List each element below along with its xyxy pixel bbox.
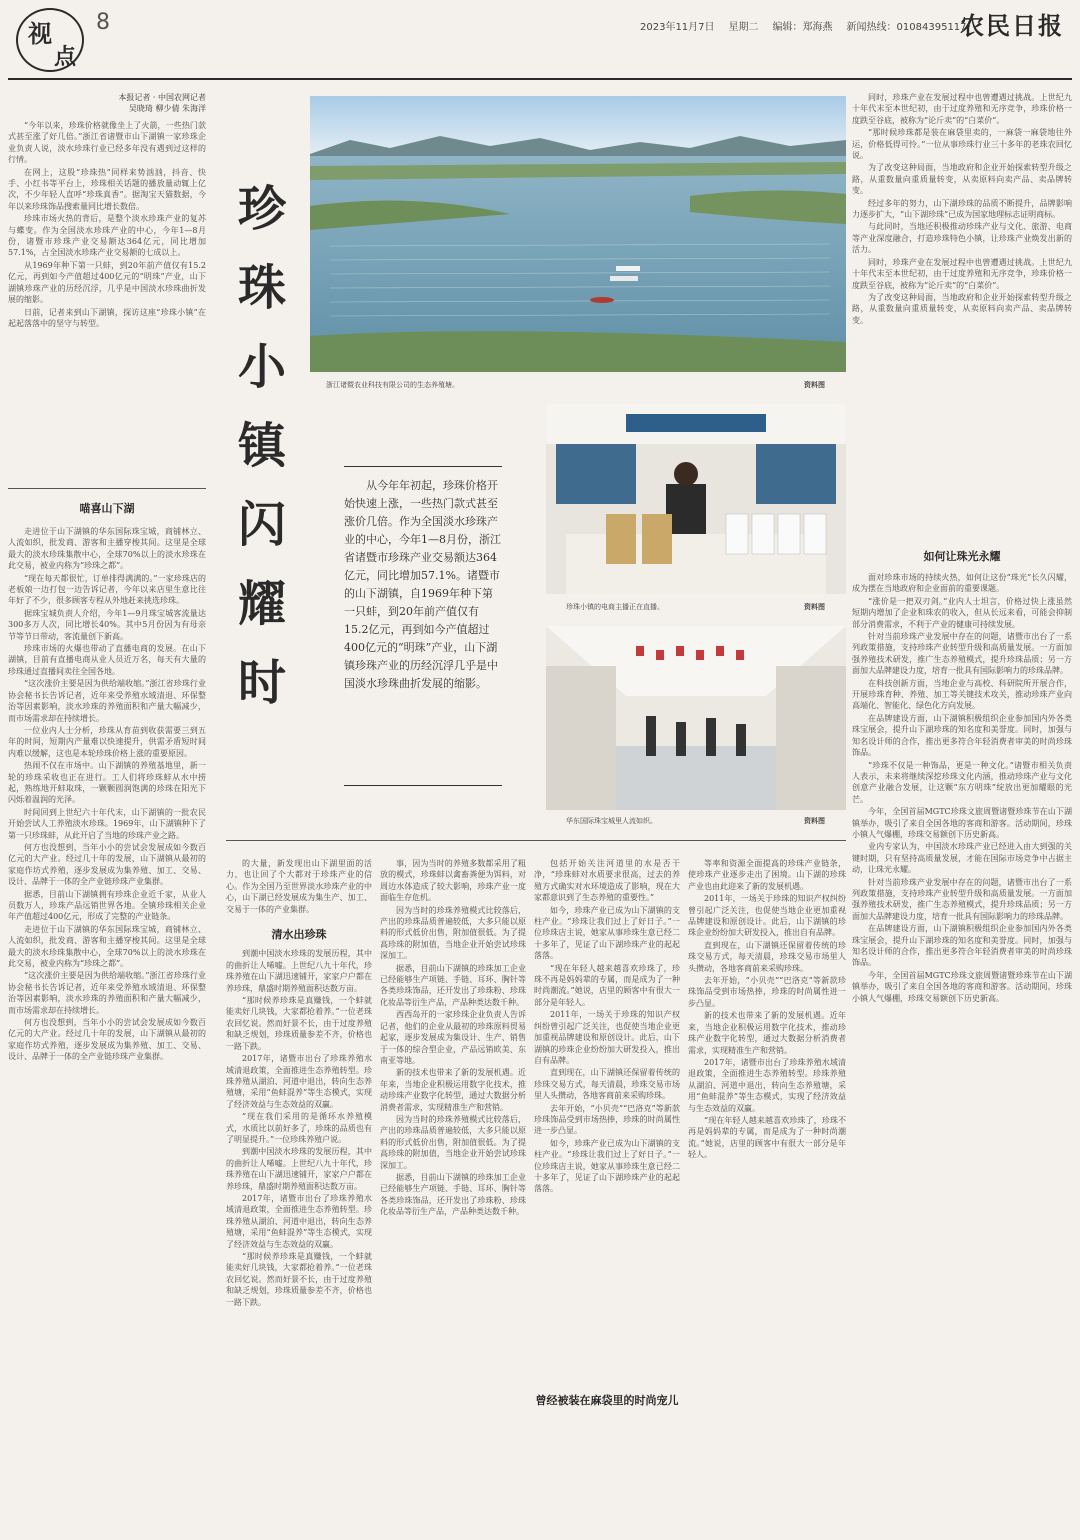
title-char: 小	[237, 339, 286, 395]
hotline: 新闻热线：01084395117	[846, 22, 967, 33]
title-char: 镇	[237, 418, 286, 474]
page-header	[0, 0, 1080, 88]
paragraph: 走进位于山下湖镇的华东国际珠宝城，商铺林立、人流如织，批发商、游客和主播穿梭其间。这里是全球最大的淡水珍珠集散中心，全球70%以上的淡水珍珠在此交易，被业内称为“珍珠之都”。	[8, 527, 206, 571]
lead-text: 从今年年初起，珍珠价格开始快速上涨，一些热门款式甚至涨价几倍。作为全国淡水珍珠产业的中心，今年1—8月份，浙江省诸暨市珍珠产业交易额达364亿元，同比增加57.1%。诸暨市的山下湖镇，自1969年种下第一只蚌，到20年前产值仅有15.2亿元，再到如今产值超过400亿元的“明珠”产业，山下湖镇珍珠产业的历经沉浮几乎是中国淡水珍珠曲折发展的缩影。	[344, 479, 501, 690]
paragraph: 到潮中国淡水珍珠的发展历程，其中的曲折让人唏嘘。上世纪八九十年代，珍珠养殖在山下湖迅速铺开，家家户户都在养珍珠，鼎盛时期养殖面积达数万亩。	[226, 1147, 372, 1191]
paragraph: 针对当前珍珠产业发展中存在的问题，诸暨市出台了一系列政策措施，支持珍珠产业转型升级和高质量发展。一方面加强养殖技术研发，推广生态养殖模式，提升珍珠品质；另一方面加大品牌建设力度，培育一批具有国际影响力的珍珠品牌。	[852, 632, 1072, 676]
paragraph: 时间回到上世纪六十年代末，山下湖镇的一批农民开始尝试人工养殖淡水珍珠。1969年，山下湖镇种下了第一只珍珠蚌，从此开启了当地的珍珠产业之路。	[8, 807, 206, 840]
masthead: 农民日报	[960, 11, 1064, 40]
paragraph: 何方也没想到，当年小小的尝试会发展成如今数百亿元的大产业。经过几十年的发展，山下湖镇从最初的家庭作坊式养殖，逐步发展成为集养殖、加工、交易、设计、品牌于一体的全产业链珍珠产业集群。	[8, 1018, 206, 1062]
paragraph: 去年开始，“小贝壳”“巴洛克”等新款珍珠饰品受到市场热捧，珍珠的时尚属性进一步凸显。	[534, 1103, 680, 1136]
section-char-2: 点	[54, 44, 77, 70]
paragraph: 因为当时的珍珠养殖模式比较落后，产出的珍珠品质普遍较低，大多只能以原料的形式低价出售，附加值很低。为了提高珍珠的附加值，当地企业开始尝试珍珠深加工。	[380, 905, 526, 961]
paragraph: 据珠宝城负责人介绍，今年1—9月珠宝城客流量达300多万人次，同比增长40%。其中5月份因为有母亲节等节日带动，客流量创下新高。	[8, 608, 206, 641]
credit-2: 资料图	[804, 602, 825, 611]
paragraph: 为了改变这种局面，当地政府和企业开始探索转型升级之路，从重数量向重质量转变，从卖原料向卖产品、卖品牌转变。	[852, 163, 1072, 196]
photo-jewelry-mall	[546, 626, 846, 810]
caption-1: 浙江诸暨农业科技有限公司的生态养殖塘。	[326, 381, 459, 389]
subhead-3: 曾经被装在麻袋里的时尚宠儿	[534, 1388, 680, 1412]
main-title	[234, 170, 290, 730]
section-badge	[8, 4, 88, 76]
paragraph: 据悉，目前山下湖镇拥有珍珠企业近千家，从业人员数万人，珍珠产品远销世界各地。全镇珍珠相关企业年产值超过400亿元，形成了完整的产业链条。	[8, 889, 206, 922]
paragraph: 从1969年种下第一只蚌，到20年前产值仅有15.2亿元，再到如今产值超过400亿元的“明珠”产业，山下湖镇珍珠产业的历经沉浮，几乎是中国淡水珍珠曲折发展的缩影。	[8, 260, 206, 305]
column-2	[226, 858, 372, 1530]
paragraph: 的大量，新发现出山下湖里面的活力，也让回了个大都对于珍珠产业的信心。作为全国乃至世界淡水珍珠产业的中心，山下湖已经发展成为集生产、加工、交易于一体的产业集群。	[226, 859, 372, 914]
paragraph: “这次涨价主要是因为供给端收缩。”浙江省珍珠行业协会秘书长告诉记者，近年来受养殖水域清退、环保整治等因素影响，淡水珍珠的养殖面积和产量大幅减少，而市场需求却在持续增长。	[8, 971, 206, 1015]
column-4	[534, 858, 680, 1530]
paragraph: 新的技术也带来了新的发展机遇。近年来，当地企业积极运用数字化技术，推动珍珠产业数字化转型，通过大数据分析消费者需求，实现精准生产和营销。	[380, 1068, 526, 1112]
paragraph: 如今，珍珠产业已成为山下湖镇的支柱产业。“珍珠让我们过上了好日子。”一位珍珠店主说，她家从事珍珠生意已经二十多年了，见证了山下湖珍珠产业的起起落落。	[534, 905, 680, 961]
photo-pearl-farm	[310, 96, 846, 372]
column-1-bottom	[8, 526, 206, 1530]
column-4b	[688, 858, 846, 1530]
paragraph: “现在我们采用的是循环水养殖模式，水质比以前好多了，珍珠的品质也有了明显提升。”一位珍珠养殖户说。	[226, 1112, 372, 1144]
column-5-top	[852, 92, 1072, 500]
paragraph: 直到现在，山下湖镇还保留着传统的珍珠交易方式，每天清晨，珍珠交易市场里人头攒动，各地客商前来采购珍珠。	[688, 940, 846, 973]
paragraph: 新的技术也带来了新的发展机遇。近年来，当地企业积极运用数字化技术，推动珍珠产业数字化转型，通过大数据分析消费者需求，实现精准生产和营销。	[688, 1011, 846, 1055]
paragraph: 据悉，目前山下湖镇的珍珠加工企业已经能够生产项链、手链、耳环、胸针等各类珍珠饰品，还开发出了珍珠粉、珍珠化妆品等衍生产品，产品种类达数千种。	[380, 963, 526, 1007]
paragraph: 在网上，这股“珍珠热”同样来势汹汹，抖音、快手、小红书等平台上，珍珠相关话题的播放量动辄上亿次，不少年轻人直呼“珍珠真香”。据淘宝天猫数据，今年以来珍珠饰品搜索量同比增长数倍。	[8, 167, 206, 211]
paragraph: 与此同时，当地还积极推动珍珠产业与文化、旅游、电商等产业深度融合，打造珍珠特色小镇，让珍珠产业焕发出新的活力。	[852, 222, 1072, 255]
paragraph: 等率和资源全面提高的珍珠产业链条，使珍珠产业逐步走出了困境。山下湖的珍珠产业也由此迎来了新的发展机遇。	[688, 859, 846, 891]
paragraph: “珍珠不仅是一种饰品，更是一种文化。”诸暨市相关负责人表示，未来将继续深挖珍珠文化内涵，推动珍珠产业与文化创意产业融合发展，让这颗“东方明珠”绽放出更加耀眼的光芒。	[852, 760, 1072, 804]
paragraph: “这次涨价主要是因为供给端收缩。”浙江省珍珠行业协会秘书长告诉记者，近年来受养殖水域清退、环保整治等因素影响，淡水珍珠的养殖面积和产量大幅减少，而市场需求却在持续增长。	[8, 679, 206, 723]
paragraph: 据悉，目前山下湖镇的珍珠加工企业已经能够生产项链、手链、耳环、胸针等各类珍珠饰品，还开发出了珍珠粉、珍珠化妆品等衍生产品，产品种类达数千种。	[380, 1172, 526, 1217]
paragraph: 今年，全国首届MGTC珍珠文旅周暨诸暨珍珠节在山下湖镇举办，吸引了来自全国各地的客商和游客。活动期间，珍珠小镇人气爆棚，珍珠交易额创下历史新高。	[852, 807, 1072, 839]
paragraph: 直到现在，山下湖镇还保留着传统的珍珠交易方式，每天清晨，珍珠交易市场里人头攒动，各地客商前来采购珍珠。	[534, 1068, 680, 1101]
paragraph: “那时候养珍珠是真赚钱，一个蚌就能卖好几块钱，大家都抢着养。”一位老珠农回忆说。然而好景不长，由于过度养殖和缺乏规划，珍珠质量参差不齐，价格也一路下跌。	[226, 1252, 372, 1307]
paragraph: 2017年，诸暨市出台了珍珠养殖水域清退政策，全面推进生态养殖转型。珍珠养殖从湖泊、河道中退出，转向生态养殖塘，采用“鱼蚌混养”等生态模式，实现了经济效益与生态效益的双赢。	[226, 1054, 372, 1109]
credit-1: 资料图	[804, 380, 825, 389]
paragraph: 在品牌建设方面，山下湖镇积极组织企业参加国内外各类珠宝展会，提升山下湖珍珠的知名度和美誉度。同时，加强与知名设计师的合作，推出更多符合年轻消费者审美的时尚珍珠饰品。	[852, 713, 1072, 758]
mall-illustration	[546, 626, 846, 810]
title-char: 耀	[237, 576, 286, 632]
paragraph: “今年以来，珍珠价格就像坐上了火箭，一些热门款式甚至涨了好几倍。”浙江省诸暨市山下湖镇一家珍珠企业负责人说，淡水珍珠行业已经多年没有遇到过这样的行情。	[8, 121, 206, 165]
lead-box	[344, 466, 502, 786]
subhead-4: 如何让珠光永耀	[923, 550, 1001, 563]
column-3	[380, 858, 526, 1530]
byline-line-1: 本报记者 · 中国农网记者	[118, 93, 206, 102]
paragraph: 热闹不仅在市场中。山下湖镇的养殖基地里，新一轮的珍珠采收也正在进行。工人们将珍珠蚌从水中捞起，熟练地开蚌取珠，一颗颗圆润饱满的珍珠在阳光下闪烁着温润的光泽。	[8, 761, 206, 805]
paragraph: 为了改变这种局面，当地政府和企业开始探索转型升级之路，从重数量向重质量转变，从卖原料向卖产品、卖品牌转变。	[852, 292, 1072, 325]
title-char: 珍	[237, 181, 286, 237]
column-1-top	[8, 92, 206, 482]
paragraph: 因为当时的珍珠养殖模式比较落后，产出的珍珠品质普遍较低，大多只能以原料的形式低价出售，附加值很低。为了提高珍珠的附加值，当地企业开始尝试珍珠深加工。	[380, 1114, 526, 1170]
paragraph: “现在年轻人越来越喜欢珍珠了，珍珠不再是妈妈辈的专属，而是成为了一种时尚潮流。”她说，店里的顾客中有很大一部分是年轻人。	[534, 963, 680, 1007]
editor: 编辑：郑海燕	[772, 22, 833, 33]
divider	[226, 840, 846, 841]
paragraph: 珍珠市场的火爆也带动了直播电商的发展。在山下湖镇，目前有直播电商从业人员近万名，每天有大量的珍珠通过直播间卖往全国各地。	[8, 644, 206, 676]
paragraph: 在品牌建设方面，山下湖镇积极组织企业参加国内外各类珠宝展会，提升山下湖珍珠的知名度和美誉度。同时，加强与知名设计师的合作，推出更多符合年轻消费者审美的时尚珍珠饰品。	[852, 924, 1072, 968]
section-char-1: 视	[28, 19, 52, 48]
paragraph: 珍珠市场火热的背后，是整个淡水珍珠产业的复苏与蝶变。作为全国淡水珍珠产业的中心，今年1—8月份，诸暨市珍珠产业交易额达364亿元，同比增加57.1%，占全国淡水珍珠产业交易额的七成以上。	[8, 214, 206, 258]
title-char: 珠	[237, 260, 286, 316]
paragraph: “那时候珍珠都是装在麻袋里卖的，一麻袋一麻袋地往外运，价格低得可怜。”一位从事珍珠行业三十多年的老珠农回忆说。	[852, 128, 1072, 161]
paragraph: 2011年，一场关于珍珠的知识产权纠纷曾引起广泛关注，也促使当地企业更加重视品牌建设和原创设计。此后，山下湖镇的珍珠企业纷纷加大研发投入，推出自有品牌。	[688, 894, 846, 938]
credit-3: 资料图	[804, 816, 825, 825]
paragraph: 去年开始，“小贝壳”“巴洛克”等新款珍珠饰品受到市场热捧，珍珠的时尚属性进一步凸显。	[688, 976, 846, 1008]
paragraph: 同时，珍珠产业在发展过程中也曾遭遇过挑战。上世纪九十年代末至本世纪初，由于过度养殖和无序竞争，珍珠价格一度跌至谷底，被称为“论斤卖”的“白菜价”。	[852, 257, 1072, 290]
issue-date: 2023年11月7日	[640, 22, 715, 33]
paragraph: “现在年轻人越来越喜欢珍珠了，珍珠不再是妈妈辈的专属，而是成为了一种时尚潮流。”她说，店里的顾客中有很大一部分是年轻人。	[688, 1115, 846, 1160]
livestream-illustration	[546, 404, 846, 594]
paragraph: 到潮中国淡水珍珠的发展历程，其中的曲折让人唏嘘。上世纪八九十年代，珍珠养殖在山下湖迅速铺开，家家户户都在养珍珠，鼎盛时期养殖面积达数万亩。	[226, 949, 372, 993]
title-char: 时	[237, 655, 286, 711]
subhead-1: 喵喜山下湖	[79, 502, 135, 515]
paragraph: 事，因为当时的养殖多数都采用了粗放的模式，珍珠蚌以禽畜粪便为饵料，对周边水体造成了较大影响，珍珠产业一度面临生存危机。	[380, 859, 526, 903]
paragraph: 一位业内人士分析，珍珠从育苗到收获需要三到五年的时间，短期内产量难以快速提升，供需矛盾短时间内难以缓解，这也是本轮珍珠价格上涨的重要原因。	[8, 725, 206, 758]
caption-3: 华东国际珠宝城里人流如织。	[566, 817, 657, 825]
paragraph: 针对当前珍珠产业发展中存在的问题，诸暨市出台了一系列政策措施，支持珍珠产业转型升级和高质量发展。一方面加强养殖技术研发，推广生态养殖模式，提升珍珠品质；另一方面加大品牌建设力度，培育一批具有国际影响力的珍珠品牌。	[852, 877, 1072, 921]
paragraph: 日前，记者来到山下湖镇，探访这座“珍珠小镇”在起起落落中的坚守与转型。	[8, 307, 206, 328]
paragraph: 在科技创新方面，当地企业与高校、科研院所开展合作，开展珍珠育种、养殖、加工等关键技术攻关，推动珍珠产业向高端化、智能化、绿色化方向发展。	[852, 678, 1072, 711]
paragraph: 今年，全国首届MGTC珍珠文旅周暨诸暨珍珠节在山下湖镇举办，吸引了来自全国各地的客商和游客。活动期间，珍珠小镇人气爆棚，珍珠交易额创下历史新高。	[852, 970, 1072, 1003]
byline-line-2: 吴晓琦 柳少倩 朱海洋	[128, 104, 206, 113]
column-5-bottom	[852, 572, 1072, 1530]
paragraph: 经过多年的努力，山下湖珍珠的品质不断提升，品牌影响力逐步扩大，“山下湖珍珠”已成为国家地理标志证明商标。	[852, 198, 1072, 220]
paragraph: 同时，珍珠产业在发展过程中也曾遭遇过挑战。上世纪九十年代末至本世纪初，由于过度养殖和无序竞争，珍珠价格一度跌至谷底，被称为“论斤卖”的“白菜价”。	[852, 93, 1072, 125]
subhead-2: 清水出珍珠	[271, 928, 327, 942]
paragraph: “现在每天都很忙，订单排得满满的。”一家珍珠店的老板娘一边打包一边告诉记者，今年以来店里生意比往年好了不少，很多顾客专程从外地赶来挑选珍珠。	[8, 573, 206, 606]
caption-2: 珍珠小镇的电商主播正在直播。	[566, 603, 664, 611]
title-char: 闪	[237, 497, 286, 553]
page-number: 8	[96, 10, 110, 35]
paragraph: “那时候养珍珠是真赚钱，一个蚌就能卖好几块钱，大家都抢着养。”一位老珠农回忆说。然而好景不长，由于过度养殖和缺乏规划，珍珠质量参差不齐，价格也一路下跌。	[226, 996, 372, 1051]
divider	[8, 488, 206, 489]
paragraph: 2017年，诸暨市出台了珍珠养殖水域清退政策，全面推进生态养殖转型。珍珠养殖从湖泊、河道中退出，转向生态养殖塘，采用“鱼蚌混养”等生态模式，实现了经济效益与生态效益的双赢。	[688, 1057, 846, 1113]
issue-weekday: 星期二	[728, 22, 759, 33]
paragraph: 面对珍珠市场的持续火热，如何让这份“珠光”长久闪耀，成为摆在当地政府和企业面前的重要课题。	[852, 573, 1072, 594]
paragraph: 何方也没想到，当年小小的尝试会发展成如今数百亿元的大产业。经过几十年的发展，山下湖镇从最初的家庭作坊式养殖，逐步发展成为集养殖、加工、交易、设计、品牌于一体的全产业链珍珠产业集群。	[8, 842, 206, 887]
paragraph: 如今，珍珠产业已成为山下湖镇的支柱产业。“珍珠让我们过上了好日子。”一位珍珠店主说，她家从事珍珠生意已经二十多年了，见证了山下湖珍珠产业的起起落落。	[534, 1138, 680, 1194]
paragraph: 2017年，诸暨市出台了珍珠养殖水域清退政策，全面推进生态养殖转型。珍珠养殖从湖泊、河道中退出，转向生态养殖塘，采用“鱼蚌混养”等生态模式，实现了经济效益与生态效益的双赢。	[226, 1193, 372, 1249]
pearl-farm-illustration	[310, 96, 846, 372]
paragraph: “涨价是一把双刃剑。”业内人士坦言，价格过快上涨虽然短期内增加了企业和珠农的收入，但从长远来看，可能会抑制部分消费需求，不利于产业的健康可持续发展。	[852, 596, 1072, 629]
header-rule	[8, 78, 1072, 80]
paragraph: 2011年，一场关于珍珠的知识产权纠纷曾引起广泛关注，也促使当地企业更加重视品牌建设和原创设计。此后，山下湖镇的珍珠企业纷纷加大研发投入，推出自有品牌。	[534, 1010, 680, 1065]
paragraph: 业内专家认为，中国淡水珍珠产业已经进入由大到强的关键时期，只有坚持高质量发展，才能在国际市场竞争中占据主动，让珠光永耀。	[852, 842, 1072, 875]
paragraph: 包括开始关注河道里的水是否干净，“珍珠蚌对水质要求很高，过去的养殖方式确实对水环境造成了影响，现在大家都意识到了生态养殖的重要性。”	[534, 859, 680, 903]
photo-livestream	[546, 404, 846, 594]
paragraph: 走进位于山下湖镇的华东国际珠宝城，商铺林立、人流如织，批发商、游客和主播穿梭其间。这里是全球最大的淡水珍珠集散中心，全球70%以上的淡水珍珠在此交易，被业内称为“珍珠之都”。	[8, 924, 206, 969]
header-info	[640, 18, 967, 33]
byline	[8, 92, 206, 114]
paragraph: 西西岛开的一家珍珠企业负责人告诉记者，他们的企业从最初的珍珠原料贸易起家，逐步发展成为集设计、生产、销售于一体的综合型企业，产品远销欧美、东南亚等地。	[380, 1010, 526, 1065]
